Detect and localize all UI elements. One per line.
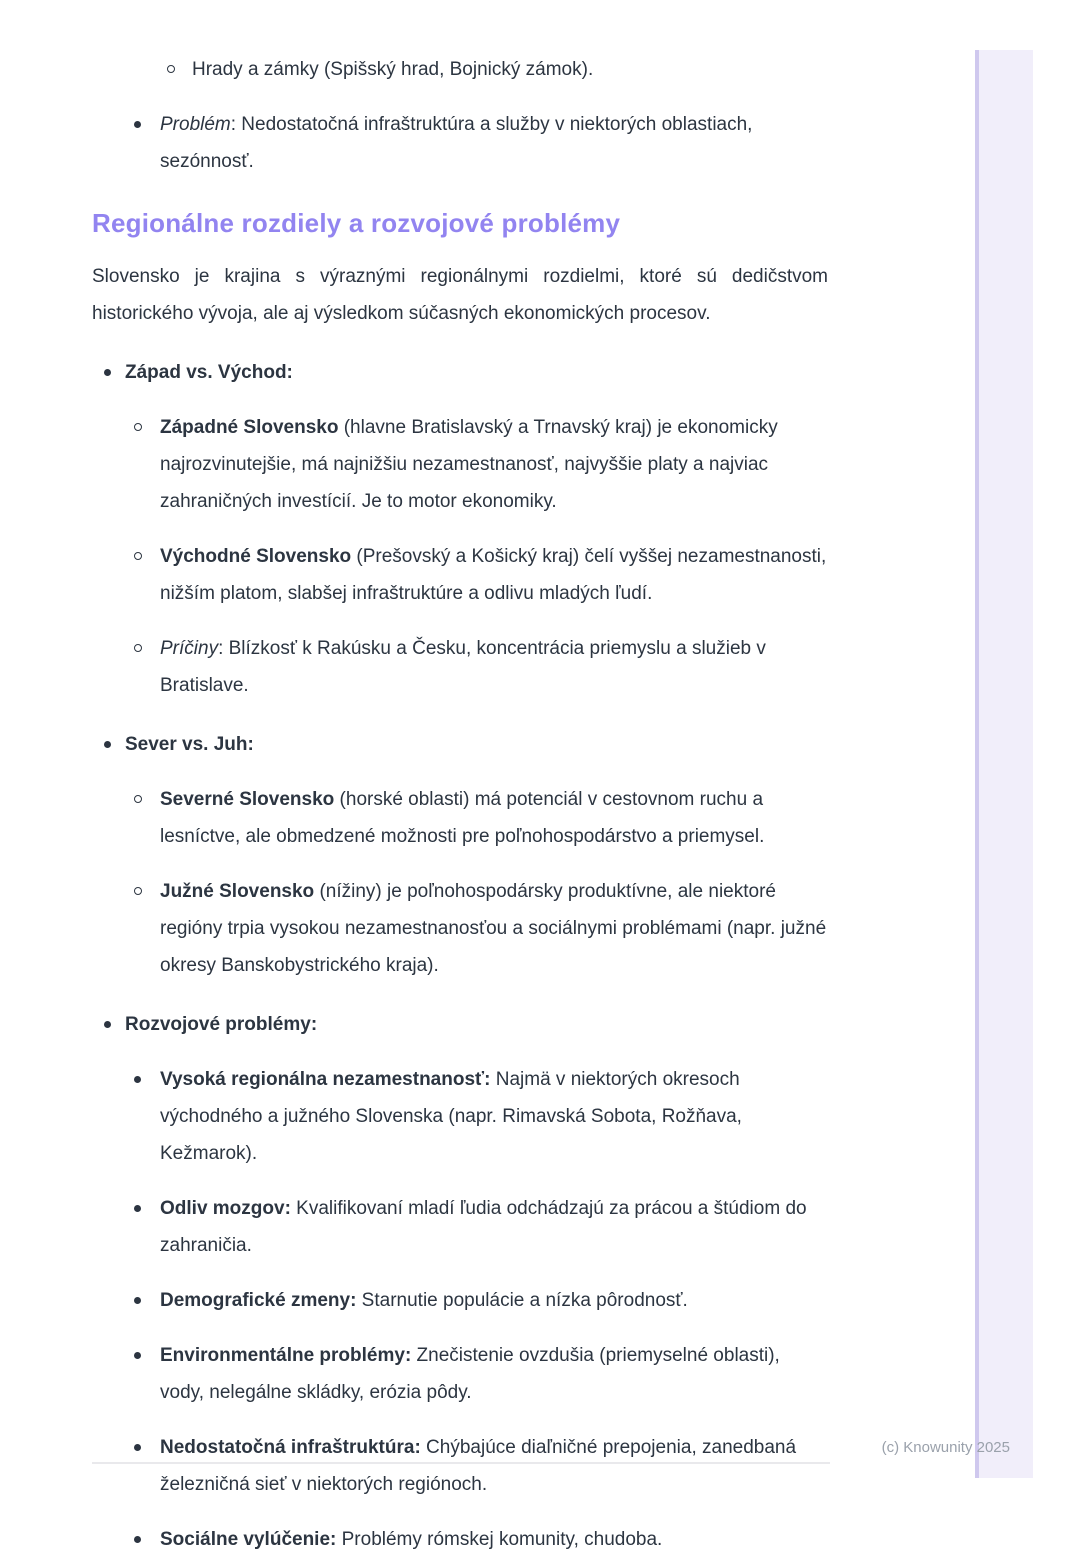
list-item-text (160, 873, 828, 984)
list-group-header (92, 726, 828, 763)
list-item-text (160, 1282, 828, 1319)
bullet-disc-icon (104, 1021, 111, 1028)
list-item-lead: Demografické zmeny: (160, 1290, 357, 1311)
list-item (92, 1521, 828, 1558)
list-item-body: (horské oblasti) má potenciál v cestovnom ruchu a lesníctve, ale obmedzené možnosti pre poľnohospodárstvo a priemysel. (160, 789, 765, 847)
list-item (92, 538, 828, 612)
list-item-text (160, 1061, 828, 1172)
list-item-lead: Severné Slovensko (160, 789, 335, 810)
bullet-disc-icon (134, 1352, 141, 1359)
list-item (92, 1190, 828, 1264)
list-item (92, 1429, 828, 1503)
list-item-body: Starnutie populácie a nízka pôrodnosť. (356, 1290, 688, 1311)
list-item-text (160, 409, 828, 520)
list-item-body: Kvalifikovaní mladí ľudia odchádzajú za prácou a štúdiom do zahraničia. (160, 1198, 807, 1256)
list-item-lead: Východné Slovensko (160, 546, 352, 567)
bullet-disc-icon (134, 1297, 141, 1304)
list-item-body: Problémy rómskej komunity, chudoba. (336, 1529, 663, 1550)
list-item-lead: Environmentálne problémy: (160, 1345, 412, 1366)
list-item-text (160, 1521, 828, 1558)
bullet-circle-icon (134, 423, 142, 431)
footer-divider (92, 1462, 830, 1464)
list-item-body: Hrady a zámky (Spišský hrad, Bojnický zámok). (192, 59, 594, 80)
list-item-text (160, 630, 828, 704)
list-item (92, 51, 828, 88)
list-item (92, 106, 828, 180)
list-group-header (92, 1006, 828, 1043)
list-item (92, 1282, 828, 1319)
list-item-text (160, 106, 828, 180)
list-group-title: Sever vs. Juh: (125, 734, 254, 755)
list-item-text (160, 1337, 828, 1411)
bullet-circle-icon (134, 795, 142, 803)
list-item-text (160, 1429, 828, 1503)
list-item-body: : Nedostatočná infraštruktúra a služby v niektorých oblastiach, sezónnosť. (160, 114, 753, 172)
bullet-disc-icon (104, 369, 111, 376)
list-item-lead: Sociálne vylúčenie: (160, 1529, 337, 1550)
list-item-text (160, 1190, 828, 1264)
bullet-disc-icon (134, 121, 141, 128)
side-accent-bar (975, 50, 1033, 1478)
list-item-lead: Odliv mozgov: (160, 1198, 291, 1219)
list-group-title: Rozvojové problémy: (125, 1014, 318, 1035)
list-item (92, 409, 828, 520)
list-item-body: Znečistenie ovzdušia (priemyselné oblasti), vody, nelegálne skládky, erózia pôdy. (160, 1345, 780, 1403)
bullet-circle-icon (167, 65, 175, 73)
page-watermark: (c) Knowunity 2025 (881, 1439, 1010, 1456)
list-item-lead: Západné Slovensko (160, 417, 339, 438)
bullet-disc-icon (134, 1444, 141, 1451)
bullet-disc-icon (134, 1536, 141, 1543)
list-item-body: (Prešovský a Košický kraj) čelí vyššej nezamestnanosti, nižším platom, slabšej infraštruktúre a odlivu mladých ľudí. (160, 546, 827, 604)
list-item-lead: Problém (160, 114, 231, 135)
document-content (92, 0, 828, 1558)
list-item (92, 781, 828, 855)
list-item-lead: Vysoká regionálna nezamestnanosť: (160, 1069, 491, 1090)
bullet-circle-icon (134, 644, 142, 652)
list-item-body: (nížiny) je poľnohospodársky produktívne, ale niektoré regióny trpia vysokou nezamestnanosťou a sociálnymi problémami (napr. južné okresy Banskobystrického kraja). (160, 881, 827, 976)
list-item (92, 1337, 828, 1411)
list-item-text (192, 51, 828, 88)
intro-paragraph: Slovensko je krajina s výraznými regionálnymi rozdielmi, ktoré sú dedičstvom historického vývoja, ale aj výsledkom súčasných ekonomických procesov. (92, 266, 828, 324)
list-item-lead: Príčiny (160, 638, 219, 659)
bullet-disc-icon (134, 1205, 141, 1212)
list-item-body: Chýbajúce diaľničné prepojenia, zanedbaná železničná sieť v niektorých regiónoch. (160, 1437, 797, 1495)
bullet-disc-icon (134, 1076, 141, 1083)
list-group-header (92, 354, 828, 391)
list-group-title: Západ vs. Východ: (125, 362, 293, 383)
bullet-disc-icon (104, 741, 111, 748)
bullet-circle-icon (134, 552, 142, 560)
list-item-text (160, 538, 828, 612)
list-item-body: : Blízkosť k Rakúsku a Česku, koncentrácia priemyslu a služieb v Bratislave. (160, 638, 766, 696)
list-item (92, 873, 828, 984)
section-heading: Regionálne rozdiely a rozvojové problémy (92, 208, 621, 238)
list-item-lead: Nedostatočná infraštruktúra: (160, 1437, 421, 1458)
list-item-body: Najmä v niektorých okresoch východného a južného Slovenska (napr. Rimavská Sobota, Rožňava, Kežmarok). (160, 1069, 742, 1164)
bullet-circle-icon (134, 887, 142, 895)
list-item-text (160, 781, 828, 855)
list-item-body: (hlavne Bratislavský a Trnavský kraj) je ekonomicky najrozvinutejšie, má najnižšiu nezamestnanosť, najvyššie platy a najviac zahraničných investícií. Je to motor ekonomiky. (160, 417, 778, 512)
list-item (92, 1061, 828, 1172)
list-item-lead: Južné Slovensko (160, 881, 315, 902)
list-item (92, 630, 828, 704)
